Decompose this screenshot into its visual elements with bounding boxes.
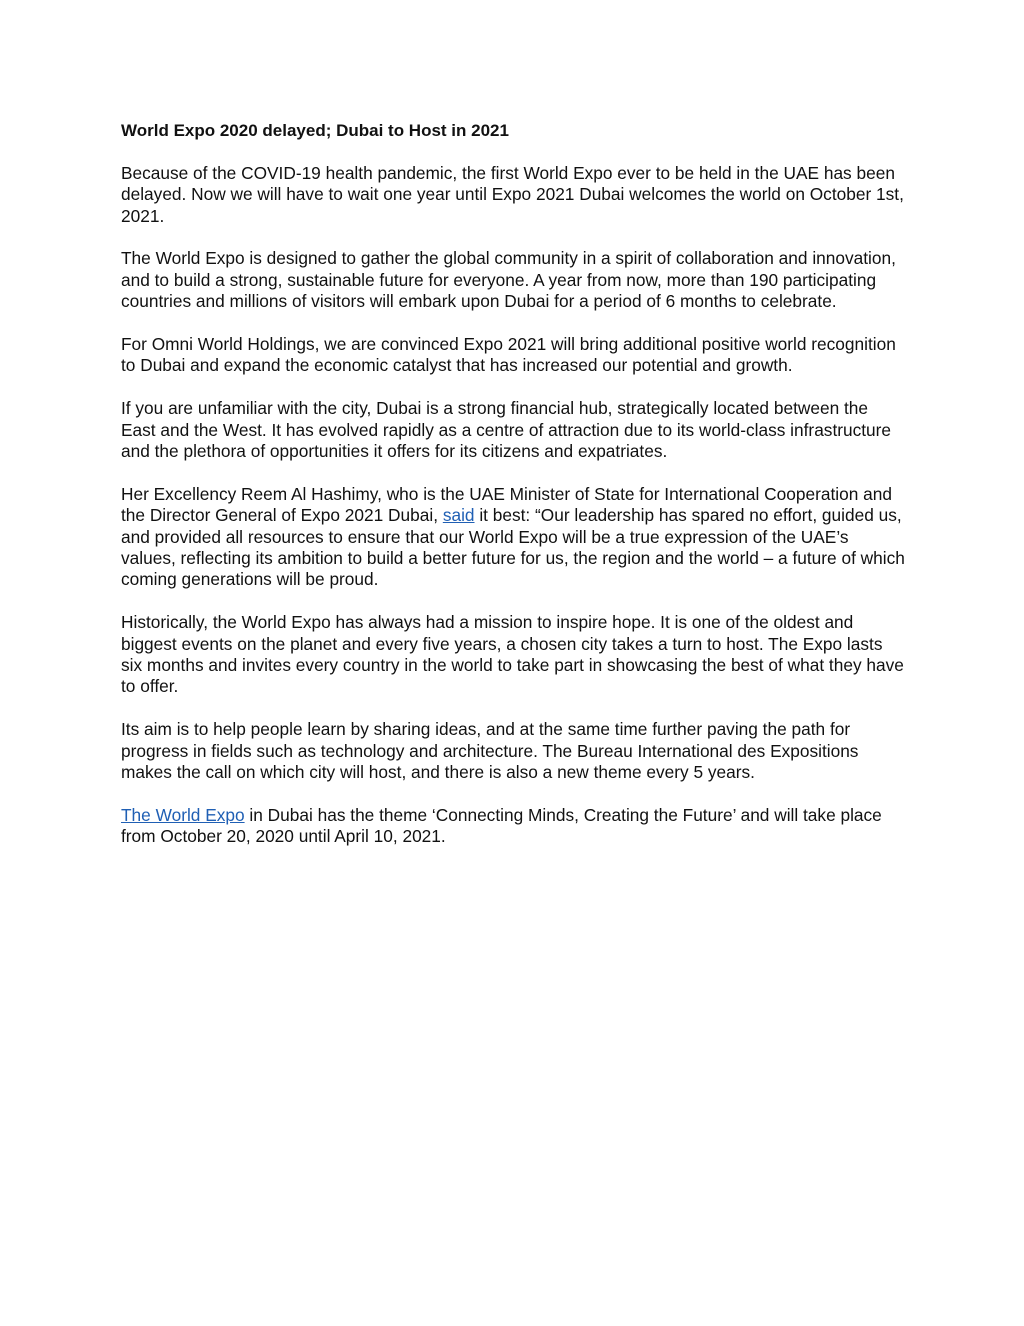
said-link[interactable]: said [442, 505, 475, 526]
paragraph-reem-al-hashimy [121, 484, 906, 591]
paragraph-covid-delay: Because of the COVID-19 health pandemic, the first World Expo ever to be held in the UAE has been delayed. Now we will have to wait one year until Expo 2021 Dubai welcomes the world on October 1st, 2021. [121, 162, 904, 226]
paragraph-dubai-hub: If you are unfamiliar with the city, Dubai is a strong financial hub, strategically located between the East and the West. It has evolved rapidly as a centre of attraction due to its world-class infrastructure and the plethora of opportunities it offers for its citizens and expatriates. [121, 398, 892, 462]
paragraph-theme [121, 805, 906, 848]
paragraph-omni-world: For Omni World Holdings, we are convinced Expo 2021 will bring additional positive world recognition to Dubai and expand the economic catalyst that has increased our potential and growth. [121, 334, 896, 376]
paragraph-expo-purpose: The World Expo is designed to gather the global community in a spirit of collaboration and innovation, and to build a strong, sustainable future for everyone. A year from now, more than 190 participating countries and millions of visitors will embark upon Dubai for a period of 6 months to celebrate. [121, 248, 896, 312]
document-body [121, 120, 906, 869]
paragraph-aim: Its aim is to help people learn by sharing ideas, and at the same time further paving the path for progress in fields such as technology and architecture. The Bureau International des Expositions makes the call on which city will host, and there is also a new theme every 5 years. [121, 719, 859, 783]
paragraph-text-after-link: in Dubai has the theme ‘Connecting Minds, Creating the Future’ and will take place from October 20, 2020 until April 10, 2021. [121, 804, 882, 847]
document-title: World Expo 2020 delayed; Dubai to Host in 2021 [121, 121, 509, 140]
paragraph-history: Historically, the World Expo has always had a mission to inspire hope. It is one of the oldest and biggest events on the planet and every five years, a chosen city takes a turn to host. The Expo lasts six months and invites every country in the world to take part in showcasing the best of what they have to offer. [121, 612, 904, 697]
world-expo-link[interactable]: The World Expo [121, 804, 245, 825]
paragraph-text-before-link: Her Excellency Reem Al Hashimy, who is the UAE Minister of State for International Cooperation and the Director General of Expo 2021 Dubai, [121, 483, 892, 526]
paragraph-text-after-link: it best: “Our leadership has spared no effort, guided us, and provided all resources to ensure that our World Expo will be a true expression of the UAE’s values, reflecting its ambition to build a better future for us, the region and the world – a future of which coming generations will be proud. [121, 505, 905, 590]
